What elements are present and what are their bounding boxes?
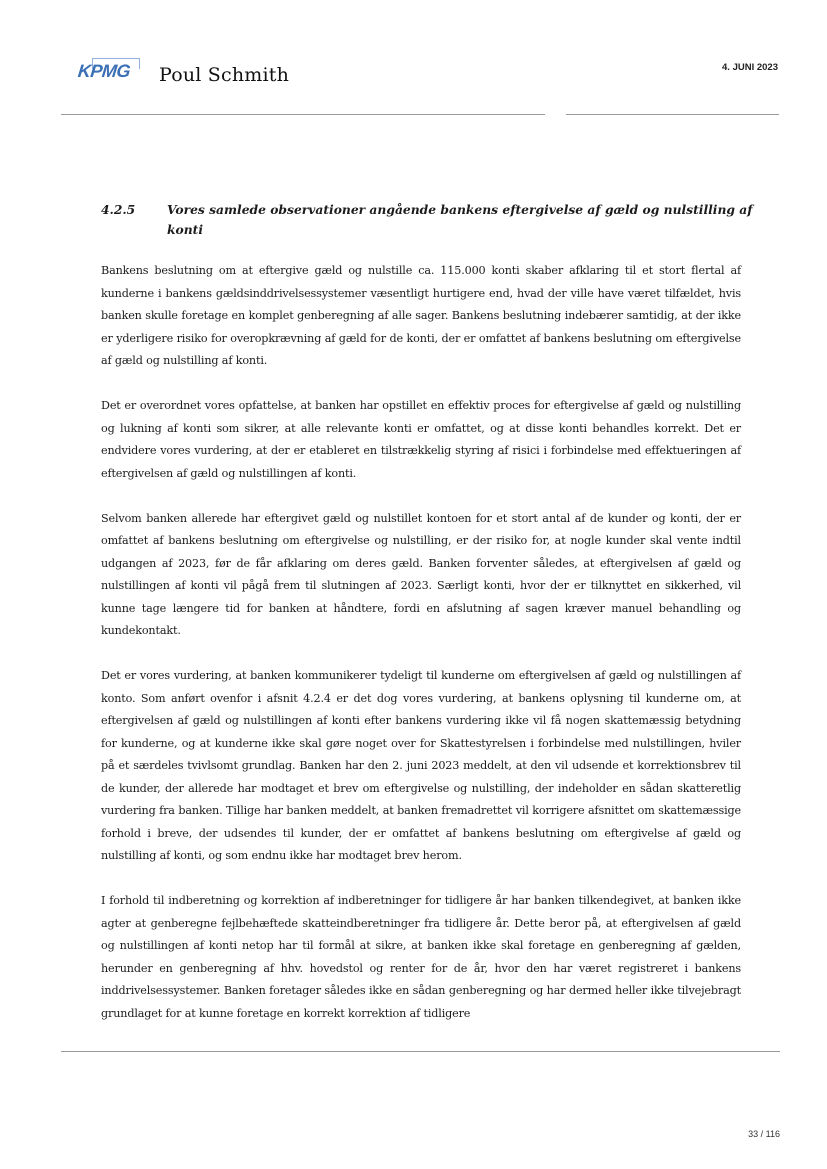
document-date: 4. JUNI 2023 [722,62,778,73]
footer-divider [61,1051,780,1052]
paragraph: Det er vores vurdering, at banken kommunikerer tydeligt til kunderne om eftergivelsen af gæld og nulstillingen af konto. Som anført ovenfor i afsnit 4.2.4 er det dog vores vurdering, at bankens oplysning til kunderne om, at eftergivelsen af gæld og nulstillingen af konti efter bankens vurdering ikke vil få nogen skattemæssig betydning for kunderne, og at kunderne ikke skal gøre noget over for Skattestyrelsen i forbindelse med nulstillingen, hviler på et særdeles tvivlsomt grundlag. Banken har den 2. juni 2023 meddelt, at den vil udsende et korrektionsbrev til de kunder, der allerede har modtaget et brev om eftergivelse og nulstilling, der indeholder en sådan skatteretlig vurdering fra banken. Tillige har banken meddelt, at banken fremadrettet vil korrigere afsnittet om skattemæssige forhold i breve, der udsendes til kunder, der er omfattet af bankens beslutning om eftergivelse af gæld og nulstilling af konti, og som endnu ikke har modtaget brev herom. [101,669,741,862]
kpmg-logo: KPMG [77,61,132,81]
section-heading [101,200,761,240]
document-body [101,260,741,1048]
paragraph: I forhold til indberetning og korrektion af indberetninger for tidligere år har banken tilkendegivet, at banken ikke agter at genberegne fejlbehæftede skatteindberetninger fra tidligere år. Dette beror på, at eftergivelsen af gæld og nulstillingen af konti netop har til formål at sikre, at banken ikke skal foretage en genberegning af gælden, herunder en genberegning af hhv. hovedstol og renter for de år, hvor den har været registreret i bankens inddrivelsessystemer. Banken foretager således ikke en sådan genberegning og har dermed heller ikke tilvejebragt grundlaget for at kunne foretage en korrekt korrektion af tidligere [101,894,741,1020]
paragraph: Selvom banken allerede har eftergivet gæld og nulstillet kontoen for et stort antal af de kunder og konti, der er omfattet af bankens beslutning om eftergivelse og nulstilling, er der risiko for, at nogle kunder skal vente indtil udgangen af 2023, før de får afklaring om deres gæld. Banken forventer således, at eftergivelsen af gæld og nulstillingen af konti vil pågå frem til slutningen af 2023. Særligt konti, hvor der er tilknyttet en sikkerhed, vil kunne tage længere tid for banken at håndtere, fordi en afslutning af sagen kræver manuel behandling og kundekontakt. [101,511,741,637]
section-number: 4.2.5 [101,202,136,217]
paragraph: Det er overordnet vores opfattelse, at banken har opstillet en effektiv proces for eftergivelse af gæld og nulstilling og lukning af konti som sikrer, at alle relevante konti er omfattet, og at disse konti behandles korrekt. Det er endvidere vores vurdering, at der er etableret en tilstrækkelig styring af risici i forbindelse med effektueringen af eftergivelsen af gæld og nulstillingen af konti. [101,399,741,480]
section-title: Vores samlede observationer angående bankens eftergivelse af gæld og nulstilling af konti [167,202,753,237]
firm-name: Poul Schmith [159,64,290,86]
page-number: 33 / 116 [748,1129,780,1139]
paragraph: Bankens beslutning om at eftergive gæld og nulstille ca. 115.000 konti skaber afklaring til et stort flertal af kunderne i bankens gældsinddrivelsessystemer væsentligt hurtigere end, hvad der ville have været tilfældet, hvis banken skulle foretage en komplet genberegning af alle sager. Bankens beslutning indebærer samtidig, at der ikke er yderligere risiko for overopkrævning af gæld for de konti, der er omfattet af bankens beslutning om eftergivelse af gæld og nulstilling af konti. [101,264,741,367]
header-divider-left [61,114,545,115]
header-divider-right [566,114,779,115]
